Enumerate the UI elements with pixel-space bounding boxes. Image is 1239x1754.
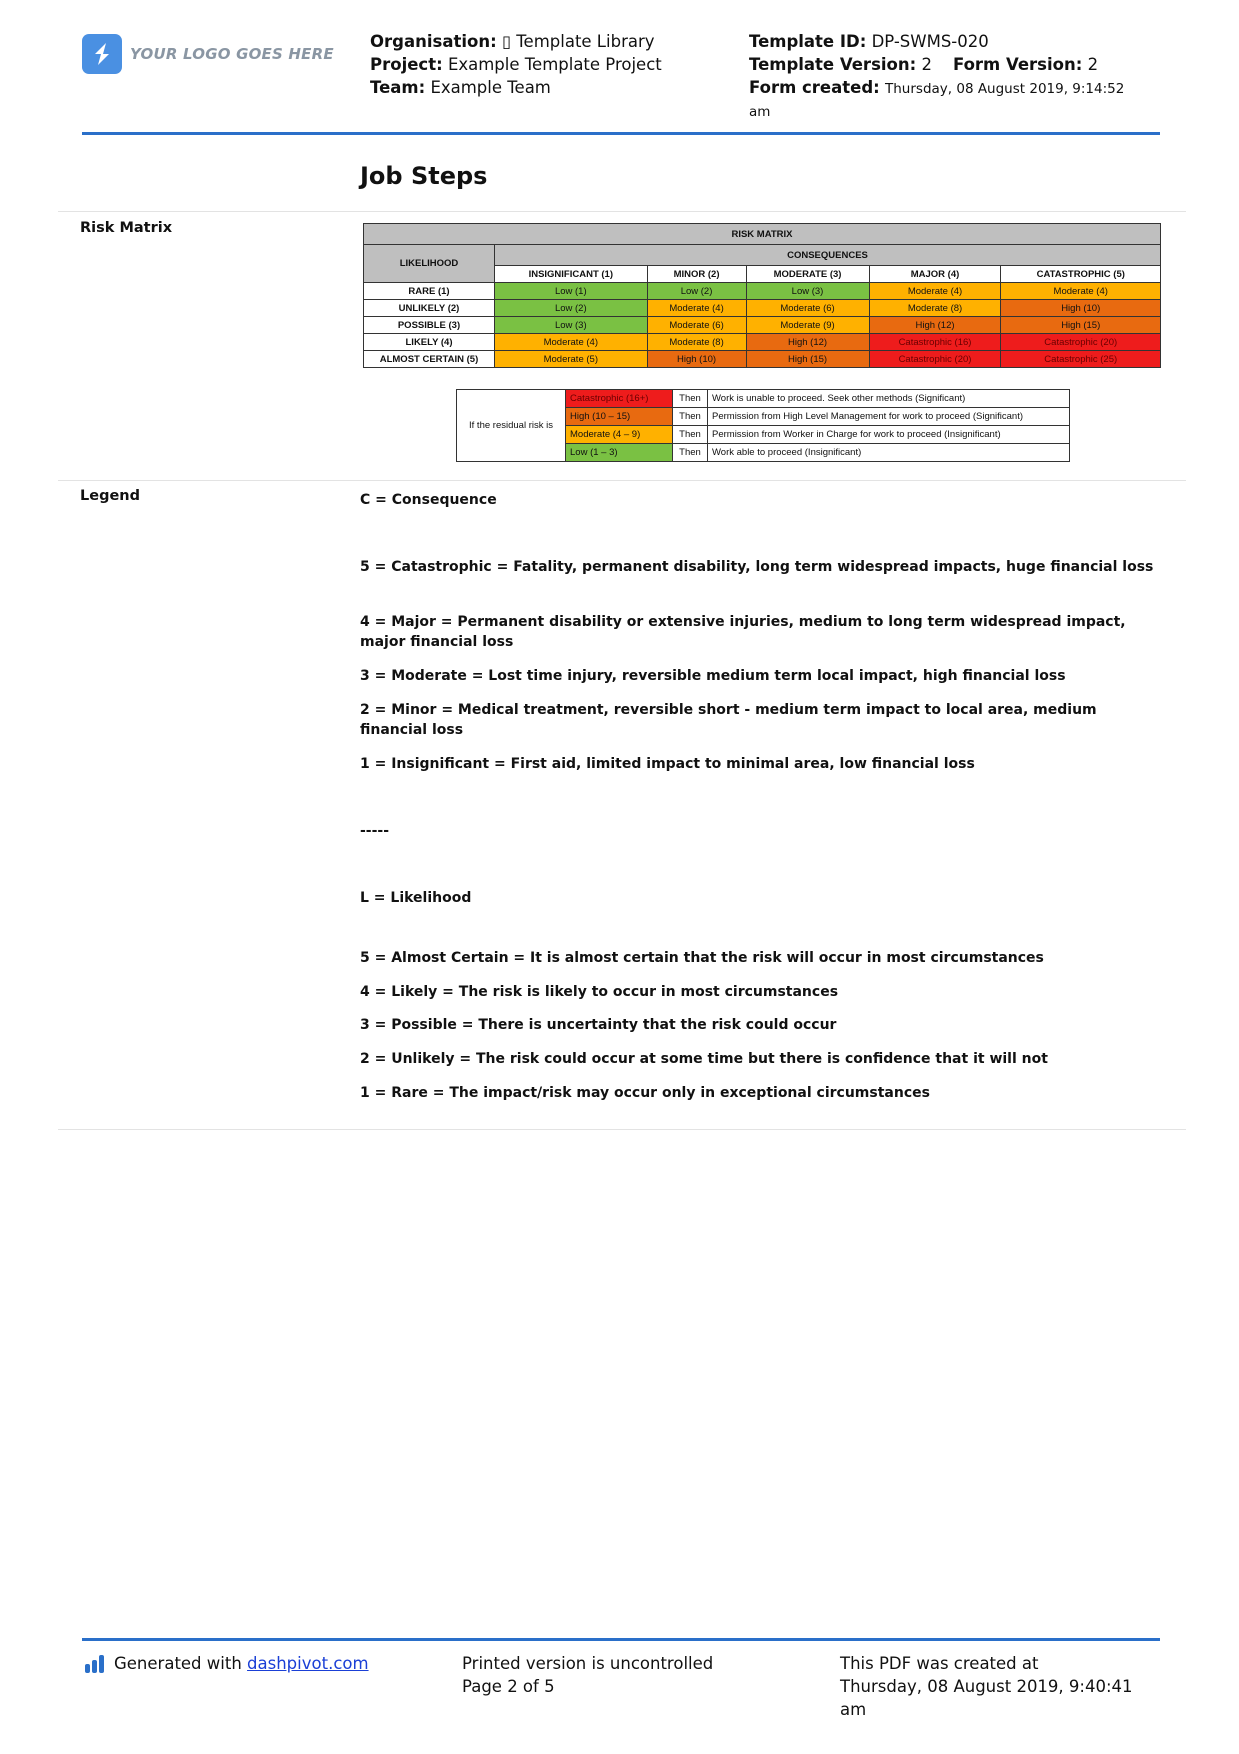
risk-cell: High (10): [1001, 300, 1161, 317]
risk-cell: High (15): [1001, 317, 1161, 334]
residual-level: Catastrophic (16+): [566, 390, 673, 408]
page-number: Page 2 of 5: [462, 1677, 555, 1696]
residual-then: Then: [673, 426, 708, 444]
risk-matrix-label: Risk Matrix: [80, 220, 173, 236]
project-label: Project:: [370, 55, 443, 74]
uncontrolled-note: Printed version is uncontrolled: [462, 1654, 714, 1673]
residual-action: Permission from High Level Management for work to proceed (Significant): [708, 408, 1070, 426]
legend-line: 2 = Unlikely = The risk could occur at some time but there is confidence that it will not: [360, 1051, 1048, 1067]
legend-line: 4 = Major = Permanent disability or extensive injuries, medium to long term widespread impact, major financial loss: [360, 614, 1126, 650]
likelihood-row-label: POSSIBLE (3): [364, 317, 495, 334]
consequence-column-header: CATASTROPHIC (5): [1001, 266, 1161, 283]
residual-action: Permission from Worker in Charge for work to proceed (Insignificant): [708, 426, 1070, 444]
page-title: Job Steps: [360, 162, 488, 190]
legend-label: Legend: [80, 488, 140, 504]
pdf-created-line3: am: [840, 1700, 867, 1719]
form-version-value: 2: [1087, 55, 1099, 74]
risk-cell: Catastrophic (25): [1001, 351, 1161, 368]
template-version-value: 2: [921, 55, 932, 74]
project-value: Example Template Project: [447, 55, 662, 74]
legend-line: 5 = Almost Certain = It is almost certain that the risk will occur in most circumstances: [360, 950, 1044, 966]
template-id-label: Template ID:: [749, 32, 867, 51]
risk-cell: High (15): [746, 351, 869, 368]
team-label: Team:: [370, 78, 426, 97]
pdf-created-line2: Thursday, 08 August 2019, 9:40:41: [840, 1677, 1133, 1696]
logo: [82, 34, 334, 74]
header-project-info: [370, 30, 730, 99]
risk-cell: Moderate (5): [495, 351, 648, 368]
form-created-value: Thursday, 08 August 2019, 9:14:52: [885, 81, 1125, 97]
organisation-value: ▯ Template Library: [501, 32, 655, 51]
row-divider: [58, 480, 1186, 481]
legend-line: 2 = Minor = Medical treatment, reversible short - medium term impact to local area, medium financial loss: [360, 702, 1097, 738]
residual-lead: If the residual risk is: [457, 390, 566, 462]
legend-line: 1 = Insignificant = First aid, limited impact to minimal area, low financial loss: [360, 756, 975, 772]
form-version-label: Form Version:: [952, 55, 1083, 74]
risk-cell: Moderate (4): [869, 283, 1001, 300]
legend-line: L = Likelihood: [360, 890, 472, 906]
risk-cell: Moderate (6): [647, 317, 746, 334]
risk-cell: Moderate (9): [746, 317, 869, 334]
likelihood-row-label: ALMOST CERTAIN (5): [364, 351, 495, 368]
risk-cell: Low (3): [746, 283, 869, 300]
residual-action: Work is unable to proceed. Seek other methods (Significant): [708, 390, 1070, 408]
footer-print-info: [462, 1652, 713, 1698]
residual-level: High (10 – 15): [566, 408, 673, 426]
matrix-row: [364, 317, 1161, 334]
organisation-label: Organisation:: [370, 32, 497, 51]
dashpivot-link[interactable]: dashpivot.com: [247, 1654, 369, 1673]
risk-cell: Moderate (8): [869, 300, 1001, 317]
legend-line: 3 = Moderate = Lost time injury, reversible medium term local impact, high financial loss: [360, 668, 1066, 684]
risk-cell: Low (2): [495, 300, 648, 317]
pdf-created-line1: This PDF was created at: [840, 1654, 1039, 1673]
consequence-column-header: INSIGNIFICANT (1): [495, 266, 648, 283]
consequence-column-header: MINOR (2): [647, 266, 746, 283]
legend-line: 3 = Possible = There is uncertainty that the risk could occur: [360, 1017, 837, 1033]
page-header: [82, 30, 1160, 130]
residual-action: Work able to proceed (Insignificant): [708, 444, 1070, 462]
risk-cell: Catastrophic (20): [869, 351, 1001, 368]
risk-cell: Low (3): [495, 317, 648, 334]
row-divider: [58, 211, 1186, 212]
likelihood-header: LIKELIHOOD: [364, 245, 495, 283]
footer-created-info: [840, 1652, 1170, 1721]
team-value: Example Team: [430, 78, 551, 97]
form-created-label: Form created:: [749, 78, 880, 97]
likelihood-row-label: LIKELY (4): [364, 334, 495, 351]
residual-then: Then: [673, 444, 708, 462]
generated-prefix: Generated with: [114, 1654, 242, 1673]
matrix-row: [364, 334, 1161, 351]
row-divider: [58, 1129, 1186, 1130]
risk-cell: Moderate (4): [1001, 283, 1161, 300]
residual-then: Then: [673, 408, 708, 426]
risk-cell: Catastrophic (16): [869, 334, 1001, 351]
consequence-column-header: MAJOR (4): [869, 266, 1001, 283]
risk-cell: Low (2): [647, 283, 746, 300]
risk-cell: High (10): [647, 351, 746, 368]
risk-cell: Moderate (4): [495, 334, 648, 351]
footer-divider: [82, 1638, 1160, 1641]
residual-row: [457, 390, 1070, 408]
risk-cell: Moderate (4): [647, 300, 746, 317]
likelihood-row-label: RARE (1): [364, 283, 495, 300]
matrix-row: [364, 351, 1161, 368]
residual-risk-table: [456, 389, 1070, 462]
risk-cell: Catastrophic (20): [1001, 334, 1161, 351]
risk-cell: Moderate (6): [746, 300, 869, 317]
risk-cell: Low (1): [495, 283, 648, 300]
template-id-value: DP-SWMS-020: [871, 32, 989, 51]
consequences-header: CONSEQUENCES: [495, 245, 1161, 266]
legend-line: 4 = Likely = The risk is likely to occur in most circumstances: [360, 984, 839, 1000]
consequence-column-header: MODERATE (3): [746, 266, 869, 283]
likelihood-row-label: UNLIKELY (2): [364, 300, 495, 317]
template-version-label: Template Version:: [749, 55, 917, 74]
residual-then: Then: [673, 390, 708, 408]
legend-line: C = Consequence: [360, 492, 497, 508]
residual-level: Moderate (4 – 9): [566, 426, 673, 444]
form-created-value-2: am: [749, 104, 771, 120]
legend-line: 5 = Catastrophic = Fatality, permanent disability, long term widespread impacts, huge financial loss: [360, 559, 1154, 575]
matrix-row: [364, 300, 1161, 317]
dashpivot-logo-icon: [85, 1655, 106, 1673]
risk-matrix-title: RISK MATRIX: [364, 224, 1161, 245]
legend-line: 1 = Rare = The impact/risk may occur only in exceptional circumstances: [360, 1085, 930, 1101]
logo-icon: [82, 34, 122, 74]
legend-line: -----: [360, 823, 390, 839]
risk-cell: Moderate (8): [647, 334, 746, 351]
header-template-info: [749, 30, 1169, 124]
header-divider: [82, 132, 1160, 135]
residual-level: Low (1 – 3): [566, 444, 673, 462]
risk-matrix-table: [363, 223, 1161, 368]
matrix-row: [364, 283, 1161, 300]
risk-cell: High (12): [746, 334, 869, 351]
risk-cell: High (12): [869, 317, 1001, 334]
footer-generated: [85, 1652, 369, 1675]
logo-text: YOUR LOGO GOES HERE: [130, 45, 334, 63]
